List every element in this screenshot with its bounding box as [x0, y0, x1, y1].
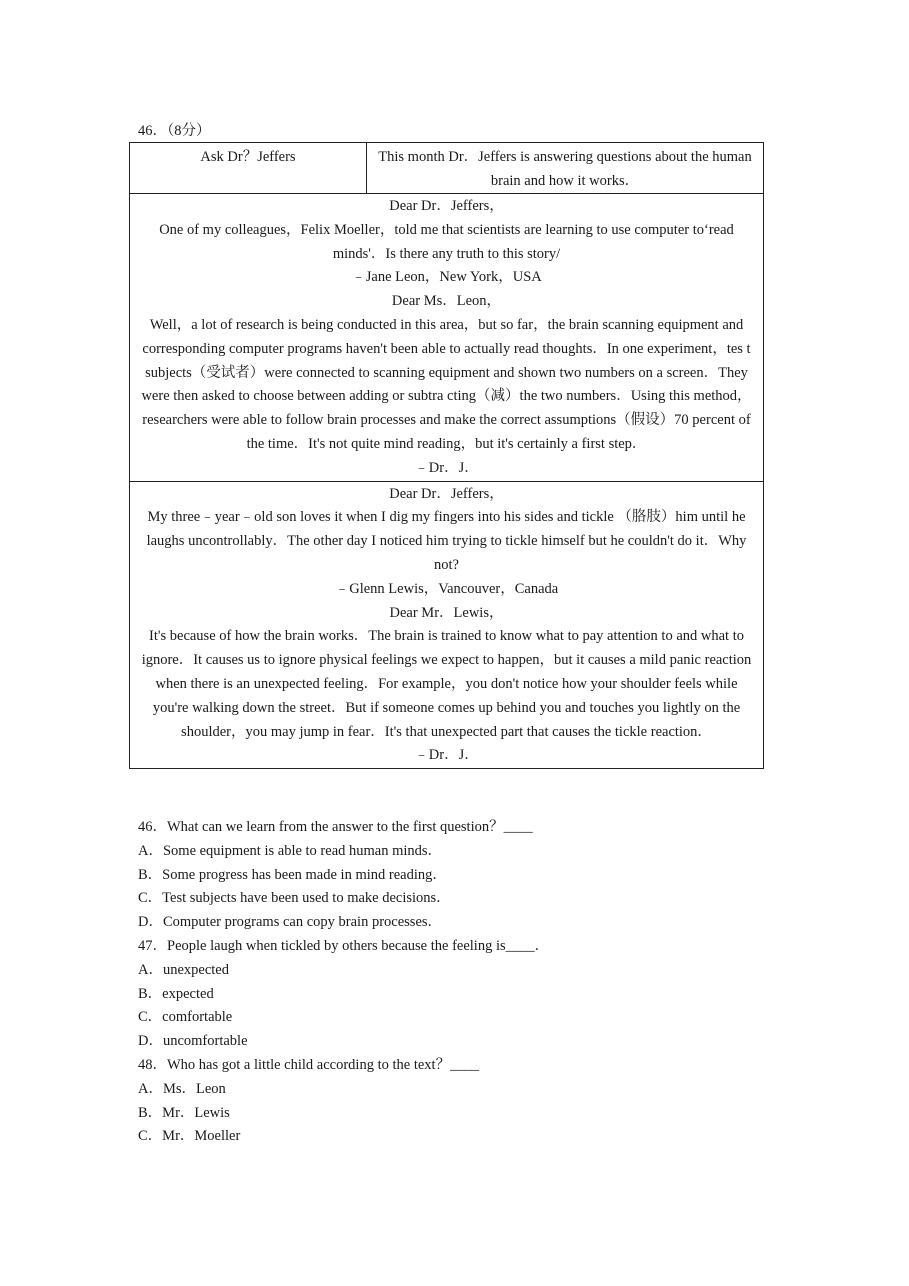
letter-signature: ﹣Glenn Lewis，Vancouver，Canada: [334, 580, 559, 597]
option-46-a: A．Some equipment is able to read human minds．: [138, 842, 443, 859]
option-46-c: C．Test subjects have been used to make decisions．: [138, 890, 451, 907]
option-47-a: A．unexpected: [138, 961, 229, 978]
option-46-b: B．Some progress has been made in mind reading．: [138, 866, 447, 883]
column-title: Ask Dr？Jeffers: [130, 143, 367, 194]
option-47-d: D．uncomfortable: [138, 1033, 248, 1050]
reply-greeting: Dear Mr．Lewis，: [389, 604, 504, 621]
option-48-c: C．Mr．Moeller: [138, 1128, 241, 1145]
reading-passage-table: [129, 142, 764, 769]
reply-signature: ﹣Dr．J．: [414, 459, 479, 476]
passage-row-first: [130, 194, 764, 482]
question-stem-48: 48．Who has got a little child according to the text？____: [138, 1056, 480, 1073]
question-stem-46: 46．What can we learn from the answer to the first question？____: [138, 819, 533, 835]
letter-greeting: Dear Dr．Jeffers，: [389, 198, 504, 214]
passage-header-row: [130, 143, 764, 194]
option-46-d: D．Computer programs can copy brain processes．: [138, 914, 443, 931]
letter-body: My three﹣year﹣old son loves it when I dig my fingers into his sides and tickle （胳肢）him until he laughs uncontrollably．The other day I noticed him trying to tickle himself but he couldn't do it．Why not?: [146, 509, 747, 573]
letter-greeting: Dear Dr．Jeffers，: [389, 485, 504, 502]
option-47-c: C．comfortable: [138, 1009, 233, 1026]
passage-row-second: [130, 481, 764, 769]
questions-section: [138, 816, 778, 1149]
reply-greeting: Dear Ms．Leon，: [391, 293, 502, 310]
column-intro: This month Dr．Jeffers is answering questions about the human brain and how it works．: [367, 143, 764, 194]
question-stem-47: 47．People laugh when tickled by others because the feeling is____．: [138, 937, 550, 954]
passage-block-first: [130, 194, 764, 482]
letter-body: One of my colleagues，Felix Moeller，told me that scientists are learning to use computer to‘read minds'．Is there any truth to this story/: [159, 221, 734, 262]
letter-signature: ﹣Jane Leon，New York，USA: [351, 269, 542, 286]
option-47-b: B．expected: [138, 985, 214, 1002]
option-48-a: A．Ms．Leon: [138, 1080, 226, 1097]
passage-block-second: [130, 481, 764, 769]
reply-body: It's because of how the brain works．The brain is trained to know what to pay attention to and what to ignore．It causes us to ignore physical feelings we expect to happen，but it causes a mild panic reaction when there is an unexpected feeling．For example，you don't notice how your shoulder feels while you're walking down the street．But if someone comes up behind you and touches you lightly on the shoulder，you may jump in fear．It's that unexpected part that causes the tickle reaction．: [141, 628, 752, 740]
option-48-b: B．Mr．Lewis: [138, 1104, 230, 1121]
question-group-heading: 46．（8分）: [138, 123, 211, 139]
reply-body: Well，a lot of research is being conducted in this area，but so far，the brain scanning equipment and corresponding computer programs haven't been able to actually read thoughts．In one experiment，tes t subjects（受试者）were connected to scanning equipment and shown two numbers on a screen．They were then asked to choose between adding or subtra cting（减）the two numbers．Using this method，researchers were able to follow brain processes and make the correct assumptions（假设）70 percent of the time．It's not quite mind reading，but it's certainly a first step．: [141, 316, 752, 452]
reply-signature: ﹣Dr．J．: [414, 747, 479, 764]
